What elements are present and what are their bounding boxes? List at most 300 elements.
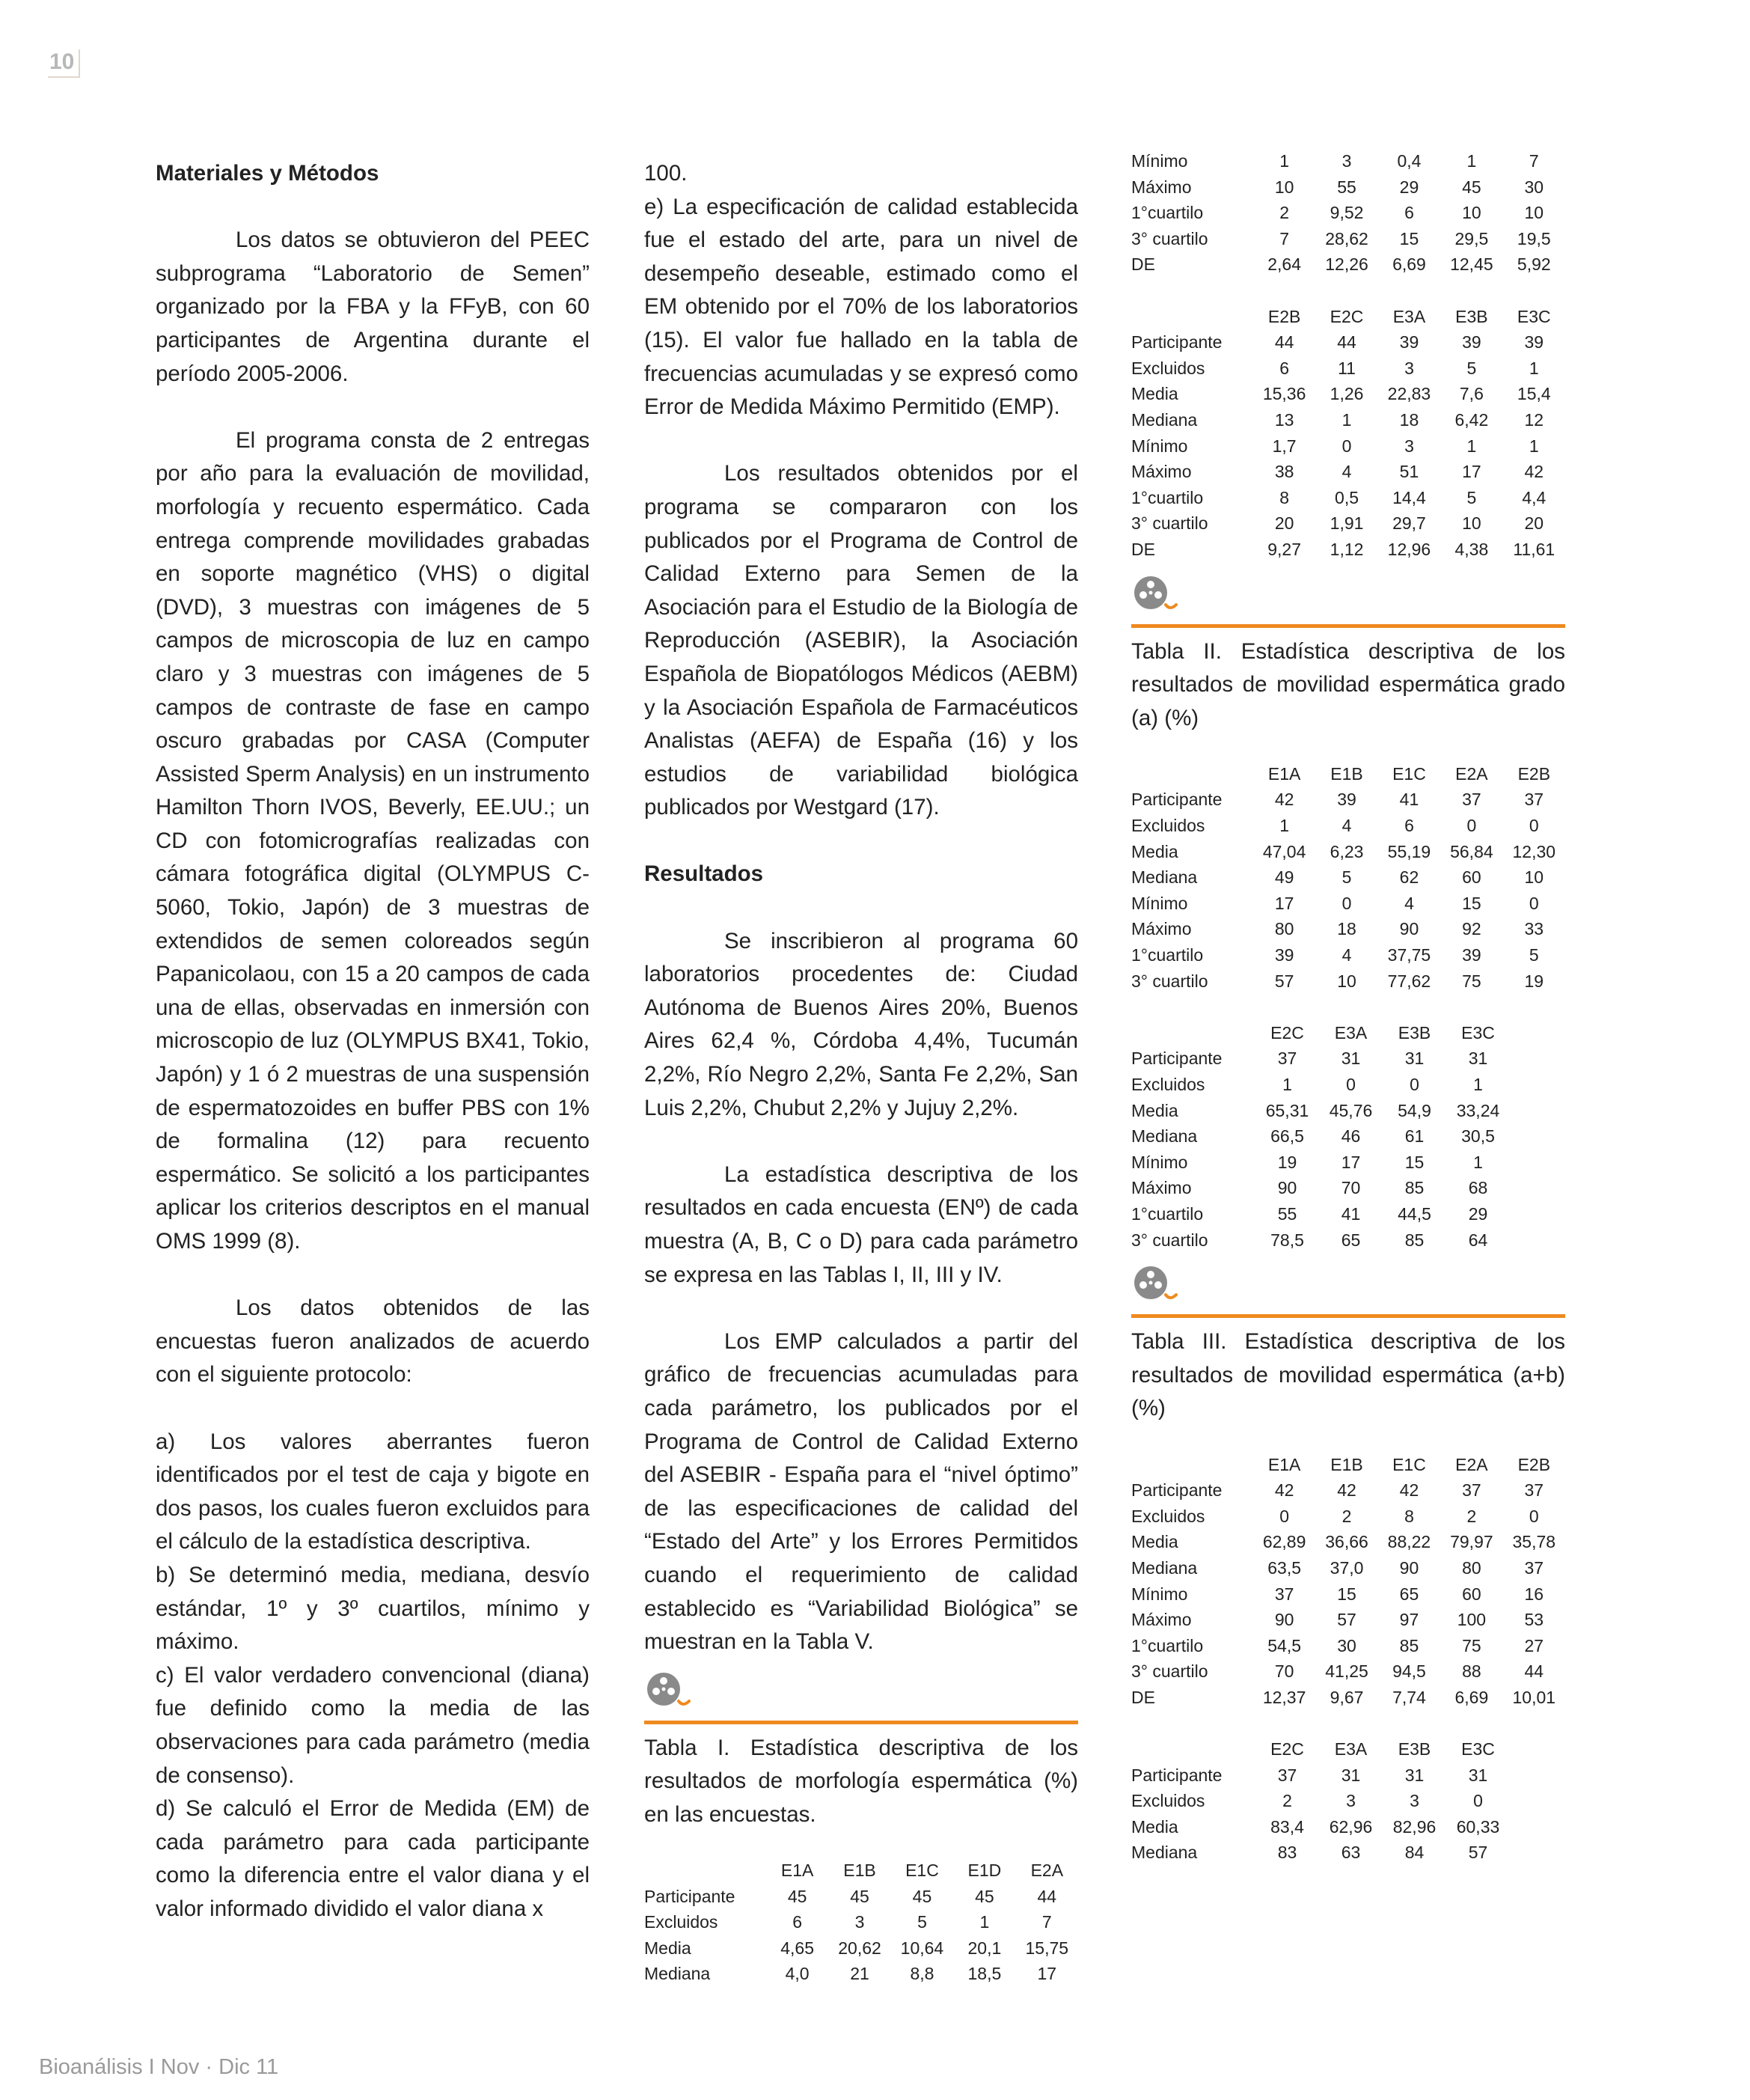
table-row: [644, 1884, 1078, 1910]
paragraph: Los datos se obtuvieron del PEEC subprograma “Laboratorio de Semen” organizado por la FBA y la FFyB, con 60 participantes de Argentina durante el período 2005-2006.: [156, 228, 590, 386]
table-cell: 39: [1462, 945, 1481, 965]
column-header: E2B: [1267, 306, 1301, 326]
table-cell: 18,5: [967, 1964, 1002, 1984]
column-header: E3A: [1392, 306, 1426, 326]
row-label: Media: [1131, 384, 1178, 404]
table-row: [1131, 968, 1565, 995]
table-cell: 7,6: [1459, 384, 1484, 404]
table-corner-cell: [1131, 1736, 1255, 1762]
table-cell: 66,5: [1270, 1126, 1304, 1147]
table-cell: 29: [1399, 177, 1419, 197]
table-cell: 55: [1277, 1203, 1297, 1224]
row-label: Participante: [1131, 1765, 1223, 1785]
table-cell: 55: [1337, 177, 1356, 197]
table-cell: 6,69: [1454, 1687, 1489, 1707]
table-row: [1131, 891, 1565, 917]
table-cell: 5,92: [1517, 254, 1551, 275]
table-cell: 37: [1277, 1049, 1297, 1069]
table-cell: 64: [1468, 1230, 1488, 1250]
paragraph: Los resultados obtenidos por el programa se compararon con los publicados por el Programa de Control de Calidad Externo para Semen de la Asociación para el Estudio de la Biología de Reproducción (ASEBIR), la Asociación Española de Biopatólogos Médicos (AEBM) y la Asociación Española de Farmacéuticos Analistas (AEFA) de España (16) y los estudios de variabilidad biológica publicados por Westgard (17).: [644, 461, 1078, 820]
table-cell: 7: [1529, 151, 1539, 171]
page-number: 10: [48, 49, 80, 78]
table-cell: 97: [1399, 1610, 1419, 1630]
table-cell: 57: [1468, 1843, 1488, 1863]
row-label: Participante: [1131, 1480, 1223, 1501]
table-cell: 29: [1468, 1203, 1488, 1224]
table-cell: 4: [1404, 893, 1414, 913]
column-header: E1B: [843, 1861, 876, 1881]
table-divider: [1131, 1314, 1565, 1318]
row-label: Mínimo: [1131, 1584, 1188, 1604]
table-row: [1131, 1529, 1565, 1555]
row-label: Mínimo: [1131, 1152, 1188, 1172]
table-cell: 14,4: [1392, 487, 1426, 507]
table-caption: Tabla III. Estadística descriptiva de los resultados de movilidad espermática (a+b) (%): [1131, 1329, 1565, 1421]
table-cell: 4: [1341, 945, 1352, 965]
column-header: E3B: [1455, 306, 1488, 326]
row-label: Máximo: [1131, 462, 1192, 482]
table-cell: 92: [1462, 919, 1481, 939]
table-cell: 20: [1274, 513, 1294, 534]
table-cell: 84: [1404, 1843, 1425, 1863]
table-cell: 83,4: [1270, 1816, 1304, 1837]
table-cell: 77,62: [1387, 971, 1431, 991]
table-cell: 1: [1473, 1075, 1483, 1094]
table-cell: 45: [850, 1886, 869, 1906]
table-cell: 6,23: [1330, 841, 1364, 861]
table-cell: 1,7: [1272, 436, 1297, 456]
protocol-item-a: a) Los valores aberrantes fueron identificados por el test de caja y bigote en dos pasos, los cuales fueron excluidos para el cálculo de la estadística descriptiva.: [156, 1429, 590, 1554]
column-2: [644, 157, 1078, 1987]
table-header-row: [1131, 761, 1565, 787]
table-cell: 9,67: [1330, 1687, 1364, 1707]
row-label: Máximo: [1131, 1610, 1192, 1630]
table-cell: 1: [1279, 151, 1290, 171]
table-cell: 12,37: [1262, 1687, 1306, 1707]
table-row: [1131, 1685, 1565, 1711]
column-header: E2A: [1455, 1454, 1488, 1474]
row-label: 3° cuartilo: [1131, 1230, 1208, 1250]
table-cell: 37: [1277, 1765, 1297, 1785]
table-cell: 33,24: [1456, 1100, 1500, 1120]
table-cell: 94,5: [1392, 1661, 1426, 1682]
column-header: E1A: [1267, 1454, 1301, 1474]
row-label: Media: [1131, 1100, 1178, 1120]
table-cell: 7: [1279, 228, 1290, 248]
table-corner-cell: [1131, 304, 1253, 330]
column-header: E1B: [1330, 763, 1363, 784]
table-cell: 4: [1341, 462, 1352, 482]
table-cell: 17: [1274, 893, 1294, 913]
row-label: Excluidos: [1131, 358, 1205, 378]
table-cell: 31: [1404, 1049, 1425, 1069]
table-cell: 30,5: [1461, 1126, 1495, 1147]
column-header: E2C: [1330, 306, 1364, 326]
table-cell: 78,5: [1270, 1230, 1304, 1250]
table-cell: 37: [1274, 1584, 1294, 1604]
row-label: 3° cuartilo: [1131, 1661, 1208, 1682]
table-cell: 37,75: [1387, 945, 1431, 965]
column-header: E1C: [905, 1861, 939, 1881]
table-cell: 21: [850, 1964, 869, 1984]
column-header: E2C: [1270, 1739, 1304, 1759]
table-cell: 4,4: [1522, 487, 1546, 507]
row-label: 1°cuartilo: [1131, 487, 1204, 507]
table-cell: 0: [1341, 893, 1352, 913]
table-cell: 2: [1341, 1506, 1352, 1526]
table-cell: 5: [917, 1912, 927, 1932]
table-header-row: [644, 1858, 1078, 1884]
table-cell: 31: [1404, 1765, 1425, 1785]
table-cell: 75: [1462, 1635, 1481, 1655]
table-row: [1131, 433, 1565, 460]
table-cell: 15: [1337, 1584, 1356, 1604]
table-row: [1131, 1123, 1565, 1150]
row-label: DE: [1131, 539, 1155, 559]
table-cell: 80: [1462, 1557, 1481, 1578]
paragraph: La estadística descriptiva de los resultados en cada encuesta (ENº) de cada muestra (A, B, C o D) para cada parámetro se expresa en las Tablas I, II, III y IV.: [644, 1162, 1078, 1287]
table-row: [1131, 1762, 1565, 1789]
table-cell: 1: [1529, 358, 1539, 378]
table-cell: 6,69: [1392, 254, 1426, 275]
column-header: E2B: [1517, 1454, 1551, 1474]
table-cell: 30: [1524, 177, 1544, 197]
row-label: Mediana: [1131, 1843, 1198, 1863]
row-label: Mínimo: [1131, 436, 1188, 456]
table-cell: 44: [1037, 1886, 1057, 1906]
table-cell: 37: [1462, 790, 1481, 810]
table-cell: 56,84: [1450, 841, 1493, 861]
table-cell: 85: [1404, 1230, 1425, 1250]
table-row: [1131, 1098, 1565, 1124]
table-cell: 3: [1410, 1791, 1419, 1811]
column-header: E3C: [1517, 306, 1551, 326]
table-cell: 1: [1466, 436, 1477, 456]
row-label: 3° cuartilo: [1131, 228, 1208, 248]
table-cell: 3: [854, 1912, 865, 1932]
table-cell: 2: [1466, 1506, 1477, 1526]
table-row: [1131, 1633, 1565, 1659]
table-cell: 37: [1524, 790, 1544, 810]
table-cell: 16: [1524, 1584, 1544, 1604]
table-cell: 33: [1524, 919, 1544, 939]
table-cell: 1: [1282, 1075, 1292, 1094]
table-cell: 65: [1399, 1584, 1419, 1604]
paragraph: El programa consta de 2 entregas por año para la evaluación de movilidad, morfología y recuento espermático. Cada entrega comprende movilidades grabadas en soporte magnético (VHS) o digital (DVD), 3 muestras con imágenes de 5 campos de microscopia de luz en campo claro y 3 muestras con imágenes de 5 campos de contraste de fase en campo oscuro grabadas por CASA (Computer Assisted Sperm Analysis) en un instrumento Hamilton Thorn IVOS, Beverly, EE.UU.; un CD con fotomicrografías realizadas con cámara fotográfica digital (OLYMPUS C-5060, Tokio, Japón) de 3 muestras de extendidos de semen coloreados según Papanicolaou, con 15 a 20 campos de cada una de ellas, observadas en inmersión con microscopio de luz (OLYMPUS BX41, Tokio, Japón) y 1 ó 2 muestras de una suspensión de espermatozoides en buffer PBS con 1% de formalina (12) para recuento espermático. Se solicitó a los participantes aplicar los criterios descriptos en el manual OMS 1999 (8).: [156, 427, 590, 1254]
table-cell: 7: [1041, 1912, 1052, 1932]
row-label: Excluidos: [1131, 1791, 1205, 1811]
table-cell: 38: [1274, 462, 1294, 482]
column-header: E2C: [1270, 1022, 1304, 1043]
table-cell: 29,7: [1392, 513, 1426, 534]
table-row: [1131, 1201, 1565, 1227]
table-cell: 39: [1462, 332, 1481, 352]
table-corner-cell: [1131, 1452, 1253, 1478]
table-row: [1131, 839, 1565, 865]
table-cell: 70: [1341, 1178, 1361, 1198]
paragraph: Los EMP calculados a partir del gráfico de frecuencias acumuladas para cada parámetro, los publicados por el Programa de Control de Calidad Externo del ASEBIR - España para el “nivel óptimo” de las especificaciones de calidad del “Estado del Arte” y los Errores Permitidos cuando el requerimiento de calidad establecido es “Variabilidad Biológica” se muestran en la Tabla V.: [644, 1328, 1078, 1655]
table-row: [1131, 1840, 1565, 1866]
table-cell: 4,65: [780, 1938, 814, 1958]
table-cell: 0: [1346, 1075, 1356, 1094]
table-cell: 8: [1279, 487, 1290, 507]
data-table: [1131, 1452, 1565, 1711]
table-cell: 63: [1341, 1843, 1361, 1863]
table-cell: 57: [1337, 1610, 1356, 1630]
protocol-item-b: b) Se determinó media, mediana, desvío estándar, 1º y 3º cuartilos, mínimo y máximo.: [156, 1562, 590, 1655]
table-cell: 54,5: [1267, 1635, 1301, 1655]
column-header: E3C: [1461, 1022, 1495, 1043]
table-cell: 15,4: [1517, 384, 1551, 404]
column-header: E3A: [1334, 1022, 1368, 1043]
table-cell: 0: [1529, 816, 1539, 836]
table-cell: 10: [1524, 203, 1544, 223]
table-cell: 51: [1399, 462, 1419, 482]
table-cell: 1: [1466, 151, 1477, 171]
table-row: [1131, 537, 1565, 563]
table-cell: 55,19: [1387, 841, 1431, 861]
paragraph: Se inscribieron al programa 60 laboratorios procedentes de: Ciudad Autónoma de Buenos Aires 20%, Buenos Aires 62,4 %, Córdoba 4,4%, Tucumán 2,2%, Río Negro 2,2%, Santa Fe 2,2%, San Luis 2,2%, Chubut 2,2% y Jujuy 2,2%.: [644, 928, 1078, 1120]
table-cell: 54,9: [1398, 1100, 1431, 1120]
film-reel-icon: [1131, 572, 1565, 614]
table-header-row: [1131, 304, 1565, 330]
table-cell: 31: [1468, 1765, 1488, 1785]
table-cell: 6: [1404, 816, 1414, 836]
table-cell: 2,64: [1267, 254, 1301, 275]
table-cell: 37: [1462, 1480, 1481, 1501]
row-label: Mediana: [1131, 1557, 1198, 1578]
table-cell: 31: [1341, 1765, 1361, 1785]
table-cell: 0: [1466, 816, 1477, 836]
row-label: DE: [1131, 254, 1155, 275]
table-cell: 31: [1468, 1049, 1488, 1069]
table-cell: 62: [1399, 867, 1419, 888]
table-cell: 80: [1274, 919, 1294, 939]
table-cell: 11: [1338, 358, 1356, 378]
table-cell: 2: [1282, 1791, 1292, 1811]
table-cell: 20: [1524, 513, 1544, 534]
table-cell: 49: [1274, 867, 1294, 888]
table-cell: 65: [1341, 1230, 1361, 1250]
table-cell: 88,22: [1387, 1532, 1431, 1552]
table-cell: 17: [1341, 1152, 1361, 1172]
table-row: [1131, 1607, 1565, 1633]
table-cell: 22,83: [1387, 384, 1431, 404]
table-row: [1131, 813, 1565, 839]
table-cell: 0: [1410, 1075, 1419, 1094]
table-cell: 46: [1341, 1126, 1361, 1147]
section-heading-results: Resultados: [644, 861, 764, 887]
table-divider: [644, 1721, 1078, 1724]
table-cell: 62,96: [1329, 1816, 1373, 1837]
protocol-item-d: d) Se calculó el Error de Medida (EM) de cada parámetro para cada participante como la diferencia entre el valor diana y el valor informado dividido el valor diana x: [156, 1796, 590, 1921]
table-cell: 9,52: [1330, 203, 1364, 223]
row-label: Media: [1131, 1532, 1178, 1552]
column-header: E3A: [1334, 1739, 1368, 1759]
table-cell: 3: [1404, 436, 1414, 456]
table-cell: 20,1: [967, 1938, 1002, 1958]
row-label: Máximo: [1131, 919, 1192, 939]
table-cell: 1,91: [1330, 513, 1364, 534]
row-label: Media: [1131, 841, 1178, 861]
table-cell: 37,0: [1330, 1557, 1364, 1578]
table-row: [1131, 1477, 1565, 1504]
table-row: [644, 1909, 1078, 1935]
table-cell: 0: [1529, 893, 1539, 913]
table-cell: 44: [1337, 332, 1356, 352]
table-row: [1131, 1814, 1565, 1840]
table-cell: 1,12: [1330, 539, 1364, 559]
column-header: E3C: [1461, 1739, 1495, 1759]
table-cell: 3: [1341, 151, 1352, 171]
table-cell: 1: [1473, 1152, 1483, 1172]
column-header: E2A: [1030, 1861, 1064, 1881]
table-cell: 29,5: [1454, 228, 1489, 248]
table-divider: [1131, 624, 1565, 628]
data-table: [1131, 1020, 1565, 1253]
table-row: [1131, 148, 1565, 174]
row-label: 1°cuartilo: [1131, 1635, 1204, 1655]
row-label: Media: [1131, 1816, 1178, 1837]
paragraph-continuation: 100.: [644, 161, 688, 186]
column-1: [156, 157, 590, 1926]
table-header-row: [1131, 1736, 1565, 1762]
table-cell: 0: [1279, 1506, 1290, 1526]
table-cell: 5: [1529, 945, 1539, 965]
row-label: DE: [1131, 1687, 1155, 1707]
table-row: [644, 1961, 1078, 1987]
table-cell: 10,01: [1512, 1687, 1556, 1707]
row-label: Mediana: [1131, 409, 1198, 430]
column-header: E1C: [1392, 1454, 1426, 1474]
protocol-item-e: e) La especificación de calidad establecida fue el estado del arte, para un nivel de desempeño deseable, estimado como el EM obtenido por el 70% de los laboratorios (15). El valor fue hallado en la tabla de frecuencias acumuladas y se expresó como Error de Medida Máximo Permitido (EMP).: [644, 194, 1078, 420]
table-cell: 3: [1346, 1791, 1356, 1811]
table-cell: 1: [1529, 436, 1539, 456]
table-cell: 0,4: [1397, 151, 1422, 171]
table-cell: 4,0: [785, 1964, 810, 1984]
row-label: Participante: [1131, 1049, 1223, 1069]
row-label: 3° cuartilo: [1131, 971, 1208, 991]
table-cell: 9,27: [1267, 539, 1301, 559]
row-label: Participante: [1131, 332, 1223, 352]
table-row: [1131, 1227, 1565, 1254]
table-cell: 85: [1404, 1178, 1425, 1198]
column-header: E3B: [1398, 1739, 1431, 1759]
table-cell: 79,97: [1450, 1532, 1493, 1552]
table-cell: 15,75: [1025, 1938, 1069, 1958]
table-row: [1131, 1788, 1565, 1814]
table-cell: 4: [1341, 816, 1352, 836]
table-row: [1131, 1175, 1565, 1201]
table-cell: 90: [1399, 1557, 1419, 1578]
table-cell: 6,42: [1454, 409, 1489, 430]
data-table: [1131, 148, 1565, 278]
table-row: [1131, 1046, 1565, 1072]
table-row: [1131, 459, 1565, 485]
data-table: [1131, 1736, 1565, 1866]
table-cell: 82,96: [1392, 1816, 1437, 1837]
table-cell: 5: [1466, 358, 1477, 378]
table-cell: 37: [1524, 1480, 1544, 1501]
table-row: [1131, 226, 1565, 252]
table-cell: 60,33: [1456, 1816, 1500, 1837]
table-row: [644, 1935, 1078, 1962]
table-cell: 3: [1404, 358, 1414, 378]
table-row: [1131, 485, 1565, 511]
table-cell: 8: [1404, 1506, 1414, 1526]
table-cell: 4,38: [1454, 539, 1489, 559]
table-cell: 12,45: [1450, 254, 1493, 275]
table-cell: 17: [1037, 1964, 1057, 1984]
row-label: Participante: [1131, 790, 1223, 810]
table-cell: 12: [1524, 409, 1544, 430]
table-row: [1131, 1658, 1565, 1685]
data-table: [1131, 304, 1565, 563]
table-header-row: [1131, 1452, 1565, 1478]
table-row: [1131, 174, 1565, 201]
table-cell: 44: [1274, 332, 1294, 352]
table-cell: 45: [975, 1886, 994, 1906]
row-label: Máximo: [1131, 1178, 1192, 1198]
table-row: [1131, 1150, 1565, 1176]
table-cell: 13: [1274, 409, 1294, 430]
table-cell: 19: [1277, 1152, 1297, 1172]
column-header: E1A: [780, 1861, 814, 1881]
table-row: [1131, 251, 1565, 278]
table-cell: 5: [1341, 867, 1352, 888]
table-cell: 75: [1462, 971, 1481, 991]
table-cell: 42: [1274, 790, 1294, 810]
table-cell: 18: [1337, 919, 1356, 939]
table-header-row: [1131, 1020, 1565, 1046]
table-row: [1131, 916, 1565, 942]
table-cell: 45: [1462, 177, 1481, 197]
table-cell: 6: [1404, 203, 1414, 223]
table-row: [1131, 1072, 1565, 1098]
table-cell: 12,30: [1512, 841, 1556, 861]
table-cell: 10: [1524, 867, 1544, 888]
table-cell: 0: [1473, 1791, 1483, 1811]
table-cell: 42: [1274, 1480, 1294, 1501]
table-cell: 39: [1524, 332, 1544, 352]
table-cell: 7,74: [1392, 1687, 1426, 1707]
table-row: [1131, 864, 1565, 891]
table-cell: 2: [1279, 203, 1290, 223]
column-header: E1D: [967, 1861, 1002, 1881]
protocol-item-c: c) El valor verdadero convencional (diana) fue definido como la media de las observaciones para cada parámetro (media de consenso).: [156, 1662, 590, 1788]
table-cell: 47,04: [1262, 841, 1306, 861]
table-cell: 45,76: [1329, 1100, 1373, 1120]
table-corner-cell: [644, 1858, 766, 1884]
table-cell: 90: [1399, 919, 1419, 939]
row-label: Participante: [644, 1886, 735, 1906]
table-row: [1131, 1504, 1565, 1530]
table-cell: 15,36: [1262, 384, 1306, 404]
film-reel-icon: [1131, 1262, 1565, 1304]
table-cell: 30: [1337, 1635, 1356, 1655]
data-table: [644, 1858, 1078, 1987]
table-cell: 10,64: [900, 1938, 944, 1958]
film-reel-icon: [644, 1668, 1078, 1710]
row-label: 3° cuartilo: [1131, 513, 1208, 534]
row-label: Excluidos: [1131, 1506, 1205, 1526]
column-header: E2A: [1455, 763, 1488, 784]
table-cell: 90: [1277, 1178, 1297, 1198]
table-cell: 0,5: [1335, 487, 1359, 507]
table-cell: 10: [1274, 177, 1294, 197]
row-label: Mediana: [1131, 1126, 1198, 1147]
table-row: [1131, 1581, 1565, 1608]
